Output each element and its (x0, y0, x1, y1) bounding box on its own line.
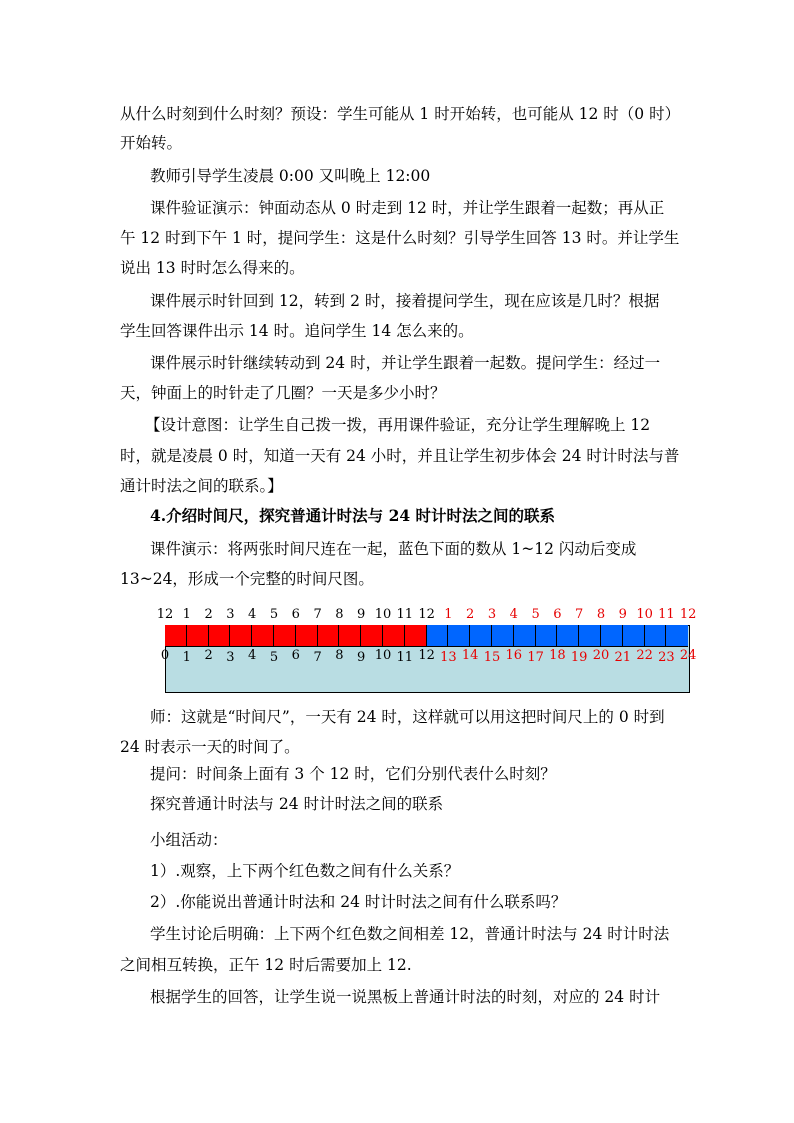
ruler-top-label: 11 (658, 607, 675, 622)
paragraph-line: 根据学生的回答，让学生说一说黑板上普通计时法的时刻，对应的 24 时计 (150, 988, 661, 1006)
paragraph-line: 小组活动： (150, 831, 228, 849)
ruler-segment (318, 625, 340, 647)
ruler-segment (361, 625, 383, 647)
paragraph-line: 课件展示时针回到 12，转到 2 时，接着提问学生，现在应该是几时？根据 (150, 292, 660, 310)
ruler-segment (557, 625, 579, 647)
ruler-top-label: 5 (531, 607, 540, 622)
paragraph-line: 通计时法之间的联系。】 (120, 477, 283, 495)
paragraph-line: 课件展示时针继续转动到 24 时，并让学生跟着一起数。提问学生：经过一 (150, 354, 661, 372)
ruler-bottom-label: 2 (204, 648, 213, 663)
paragraph-line: 之间相互转换，正午 12 时后需要加上 12. (120, 956, 412, 974)
ruler-bottom-label: 5 (269, 650, 279, 665)
ruler-bottom-label: 11 (396, 650, 414, 665)
ruler-bottom-label: 4 (248, 648, 257, 663)
paragraph-line: 课件演示：将两张时间尺连在一起，蓝色下面的数从 1~12 闪动后变成 (150, 540, 637, 558)
ruler-top-label: 6 (291, 607, 300, 622)
ruler-top-label: 4 (509, 607, 518, 622)
ruler-bottom-label: 15 (483, 650, 501, 665)
ruler-top-label: 2 (204, 607, 213, 622)
paragraph-line: 提问：时间条上面有 3 个 12 时，它们分别代表什么时刻？ (150, 765, 556, 783)
ruler-bottom-label: 6 (291, 648, 300, 663)
ruler-bottom-label: 1 (182, 650, 191, 665)
ruler-segment (383, 625, 405, 647)
ruler-top-label: 10 (636, 607, 653, 622)
ruler-segment (296, 625, 318, 647)
ruler-segment (230, 625, 252, 647)
ruler-top-label: 12 (156, 607, 174, 622)
ruler-top-label: 8 (596, 607, 606, 622)
ruler-top-label: 9 (357, 607, 366, 622)
paragraph-line: 学生回答课件出示 14 时。追问学生 14 怎么来的。 (120, 322, 474, 340)
ruler-bottom-label: 22 (636, 648, 653, 663)
paragraph-line: 从什么时刻到什么时刻？预设：学生可能从 1 时开始转，也可能从 12 时（0 时） (120, 105, 681, 123)
paragraph-line: 2）.你能说出普通计时法和 24 时计时法之间有什么联系吗？ (150, 893, 567, 911)
paragraph-line: 1）.观察，上下两个红色数之间有什么关系？ (150, 862, 460, 880)
ruler-segment (579, 625, 601, 647)
paragraph-line: 【设计意图：让学生自己拨一拨，再用课件验证，充分让学生理解晚上 12 (145, 416, 651, 434)
paragraph-line: 开始转。 (120, 134, 183, 152)
ruler-top-label: 7 (313, 607, 322, 622)
ruler-segment (536, 625, 558, 647)
ruler-segment (427, 625, 449, 647)
ruler-segment (252, 625, 274, 647)
paragraph-line: 午 12 时到下午 1 时，提问学生：这是什么时刻？引导学生回答 13 时。并让学生 (120, 229, 680, 247)
ruler-segment (405, 625, 427, 647)
paragraph-line: 课件验证演示：钟面动态从 0 时走到 12 时，并让学生跟着一起数；再从正 (150, 199, 665, 217)
ruler-segment (623, 625, 645, 647)
ruler-segment (645, 625, 667, 647)
ruler-bottom-label: 23 (658, 650, 675, 665)
ruler-top-label: 6 (553, 607, 562, 622)
ruler-bottom-label: 21 (614, 650, 632, 665)
ruler-segment (209, 625, 231, 647)
section-heading: 4.介绍时间尺，探究普通计时法与 24 时计时法之间的联系 (150, 506, 556, 525)
ruler-bottom-label: 9 (357, 650, 366, 665)
ruler-top-label: 12 (418, 607, 435, 622)
paragraph-line: 13~24，形成一个完整的时间尺图。 (120, 570, 374, 588)
ruler-bottom-label: 7 (313, 650, 322, 665)
ruler-bottom-label: 12 (418, 648, 435, 663)
paragraph-line: 24 时表示一天的时间了。 (120, 738, 300, 756)
ruler-bottom-label: 8 (335, 648, 344, 663)
ruler-top-label: 4 (248, 607, 257, 622)
ruler-segment (187, 625, 209, 647)
ruler-segment (492, 625, 514, 647)
ruler-top-label: 8 (335, 607, 344, 622)
ruler-top-label: 11 (396, 607, 414, 622)
ruler-bottom-label: 16 (505, 648, 523, 663)
paragraph-line: 学生讨论后明确：上下两个红色数之间相差 12，普通计时法与 24 时计时法 (150, 925, 670, 943)
ruler-segment (470, 625, 492, 647)
ruler-top-label: 9 (618, 607, 627, 622)
ruler-top-label: 12 (679, 607, 697, 622)
ruler-bottom-label: 13 (440, 650, 457, 665)
ruler-top-label: 3 (487, 607, 497, 622)
ruler-top-label: 1 (444, 607, 453, 622)
ruler-top-label: 1 (182, 607, 191, 622)
ruler-top-label: 7 (575, 607, 584, 622)
ruler-top-label: 10 (374, 607, 392, 622)
ruler-top-label: 3 (226, 607, 235, 622)
ruler-segment (274, 625, 296, 647)
paragraph-line: 师：这就是“时间尺”，一天有 24 时，这样就可以用这把时间尺上的 0 时到 (150, 708, 665, 726)
ruler-top-label: 5 (269, 607, 279, 622)
paragraph-line: 说出 13 时时怎么得来的。 (120, 259, 305, 277)
ruler-segment (666, 625, 688, 647)
ruler-segment (514, 625, 536, 647)
ruler-bottom-label: 3 (226, 650, 235, 665)
ruler-bottom-label: 24 (679, 648, 697, 663)
ruler-bottom-label: 18 (549, 648, 566, 663)
ruler-bottom-label: 10 (374, 648, 392, 663)
ruler-segment (339, 625, 361, 647)
ruler-bottom-label: 0 (160, 648, 170, 663)
paragraph-line: 时，就是凌晨 0 时，知道一天有 24 小时，并且让学生初步体会 24 时计时法与普 (120, 447, 680, 465)
ruler-top-label: 2 (466, 607, 475, 622)
ruler-segment (601, 625, 623, 647)
ruler-segment (448, 625, 470, 647)
ruler-bottom-label: 14 (461, 648, 479, 663)
paragraph-line: 探究普通计时法与 24 时计时法之间的联系 (150, 795, 444, 813)
paragraph-line: 天，钟面上的时针走了几圈？一天是多少小时？ (120, 384, 446, 402)
ruler-bottom-label: 20 (592, 648, 610, 663)
ruler-bottom-label: 19 (570, 650, 588, 665)
paragraph-line: 教师引导学生凌晨 0:00 又叫晚上 12:00 (150, 167, 431, 185)
ruler-bottom-label: 17 (527, 650, 544, 665)
ruler-segment (165, 625, 187, 647)
